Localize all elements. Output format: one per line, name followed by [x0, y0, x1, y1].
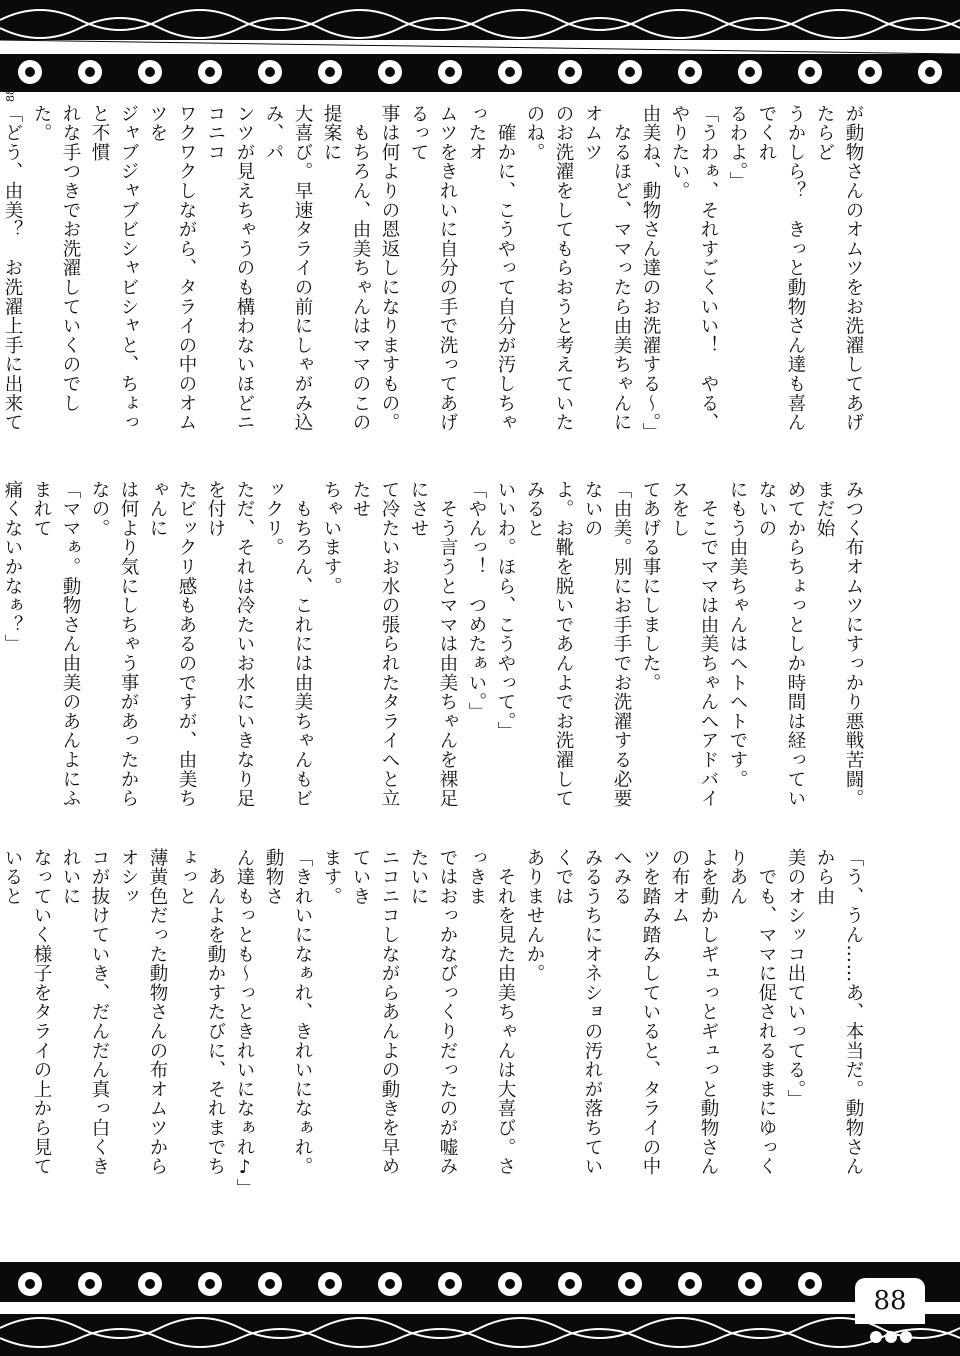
text-line: そう言うとママは由美ちゃんを裸足にさせ: [408, 480, 458, 809]
text-line: 事は何よりの恩返しになりますもの。: [379, 104, 400, 433]
lace-border-bottom: [0, 1262, 960, 1356]
text-line: もちろん、これには由美ちゃんもビックリ。: [263, 480, 313, 809]
text-line: でも、ママに促されるままにゆっくりあん: [727, 848, 777, 1177]
text-line: ます。: [321, 848, 342, 906]
lace-border-top: [0, 0, 960, 92]
text-line: ワクワクしながら、タライの中のオムツを: [147, 104, 197, 433]
text-line: ニコニコしながらあんよの動きを早めていき: [350, 848, 400, 1177]
text-line: 「きれいになぁれ、きれいになぁれ。動物さ: [263, 848, 313, 1177]
text-line: るわよ。」: [727, 104, 748, 192]
text-line: は何より気にしちゃう事があったからなの。: [89, 480, 139, 809]
text-line: 「やんっ！ つめたぁい。」: [466, 480, 487, 722]
text-line: それを見た由美ちゃんは大喜び。さっきま: [466, 848, 516, 1177]
text-line: 「どう、由美？ お洗濯上手に出来て: [2, 104, 23, 433]
text-line: ジャブジャブビシャビシャと、ちょっと不慣: [89, 104, 139, 433]
text-line: 由美ね、動物さん達のお洗濯する〜。」: [640, 104, 661, 443]
text-line: いいわ。ほら、こうやって。」: [495, 480, 516, 741]
text-line: にもう由美ちゃんはヘトヘトです。: [727, 480, 748, 789]
text-column-middle: [2, 480, 868, 825]
text-column-upper: [2, 104, 868, 449]
text-line: ンツが見えちゃうのも構わないほどニコニコ: [205, 104, 255, 433]
text-line: ん達もっとも〜っときれいになぁれ♪」: [234, 848, 255, 1198]
text-line: 薄黄色だった動物さんの布オムツからオシッ: [118, 848, 168, 1177]
text-line: あんよを動かすたびに、それまでちょっと: [176, 848, 226, 1177]
text-line: が動物さんのオムツをお洗濯してあげたらど: [814, 104, 864, 433]
text-line: てあげる事にしました。: [640, 480, 661, 693]
text-line: 「うわぁ、それすごくいい！ やる、やりたい。: [669, 104, 719, 433]
text-line: コが抜けていき、だんだん真っ白くきれいに: [60, 848, 110, 1177]
text-line: 大喜び。早速タライの前にしゃがみ込み、パ: [263, 104, 313, 433]
text-column-lower: [2, 848, 868, 1198]
text-line: みつく布オムツにすっかり悪戦苦闘。まだ始: [814, 480, 864, 809]
text-line: て冷たいお水の張られたタライへと立たせ: [350, 480, 400, 809]
text-line: そこでママは由美ちゃんへアドバイスをし: [669, 480, 719, 809]
text-line: ちゃいます。: [321, 480, 342, 596]
text-line: ツを踏み踏みしていると、タライの中へみる: [611, 848, 661, 1177]
text-line: たビックリ感もあるのですが、由美ちゃんに: [147, 480, 197, 809]
text-line: れな手つきでお洗濯していくのでした。: [31, 104, 81, 413]
text-line: よを動かしギュっとギュっと動物さんの布オム: [669, 848, 719, 1177]
text-line: 「由美。別にお手手でお洗濯する必要ないの: [582, 480, 632, 809]
text-line: 「う、うん……あ、本当だ。動物さんから由: [814, 848, 864, 1177]
text-line: よ。お靴を脱いであんよでお洗濯してみると: [524, 480, 574, 809]
text-line: 美のオシッコ出ていってる。」: [785, 848, 806, 1109]
decorative-dots: [866, 1326, 916, 1348]
text-line: ではおっかなびっくりだったのが嘘みたいに: [408, 848, 458, 1177]
text-line: もちろん、由美ちゃんはママのこの提案に: [321, 104, 371, 433]
text-line: なるほど、ママったら由美ちゃんにオムツ: [582, 104, 632, 433]
side-page-number: 88: [4, 88, 17, 102]
text-line: 確かに、こうやって自分が汚しちゃったオ: [466, 104, 516, 433]
page-number-badge: [855, 1278, 925, 1324]
text-line: なっていく様子をタライの上から見ていると: [2, 848, 52, 1177]
text-line: ムツをきれいに自分の手で洗ってあげるって: [408, 104, 458, 433]
text-line: めてからちょっとしか時間は経っていないの: [756, 480, 806, 809]
text-line: ただ、それは冷たいお水にいきなり足を付け: [205, 480, 255, 809]
text-line: のお洗濯をしてもらおうと考えていたのね。: [524, 104, 574, 433]
page-number: 88: [873, 1286, 907, 1316]
text-line: 「ママぁ。動物さん由美のあんよにふまれて: [31, 480, 81, 809]
text-line: みるうちにオネショの汚れが落ちていくでは: [553, 848, 603, 1177]
text-line: うかしら？ きっと動物さん達も喜んでくれ: [756, 104, 806, 433]
text-line: 痛くないかなぁ？」: [2, 480, 23, 654]
text-line: ありませんか。: [524, 848, 545, 984]
